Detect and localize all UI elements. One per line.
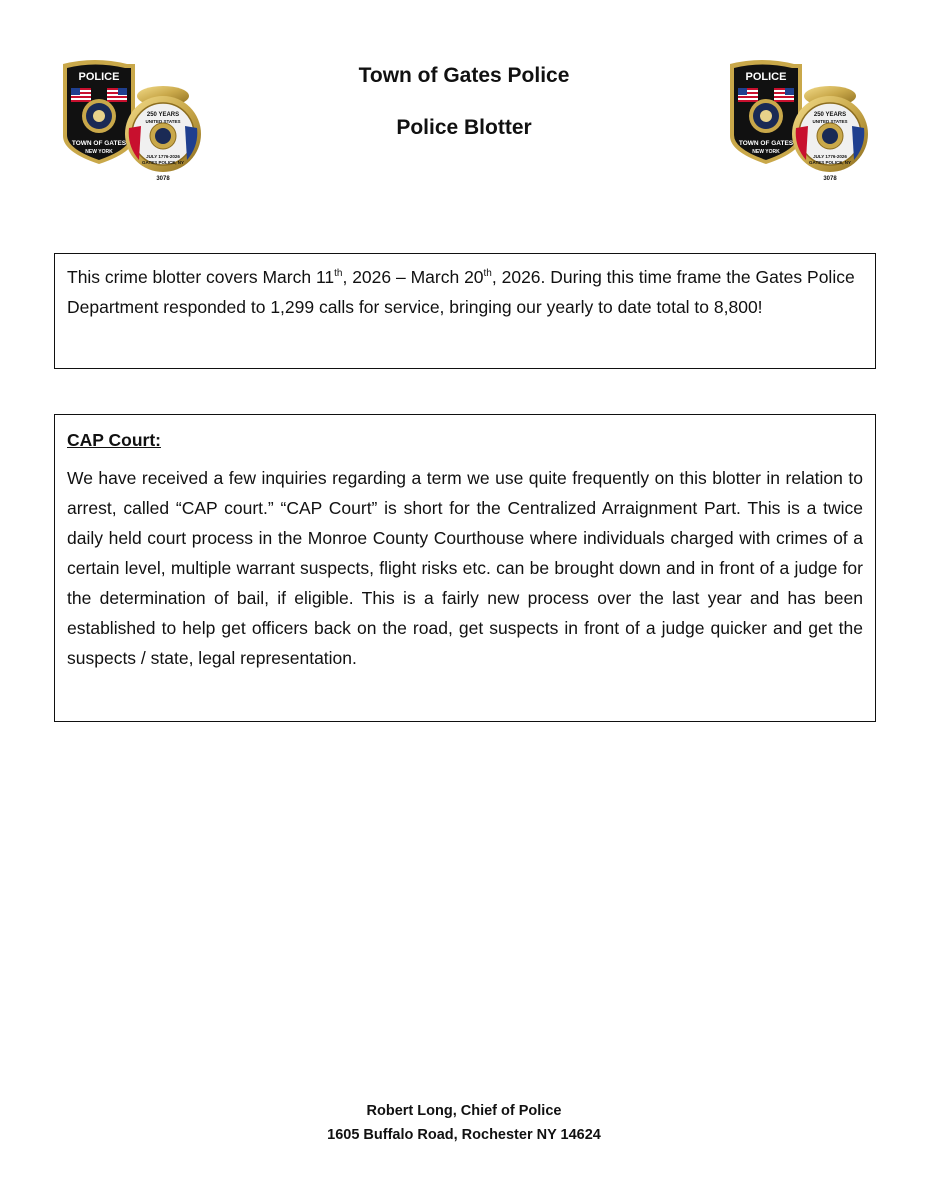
svg-text:3078: 3078 [156,176,170,182]
page-title: Town of Gates Police [358,64,570,87]
svg-text:GATES POLICE, NY: GATES POLICE, NY [809,160,851,165]
summary-text-part3: , 2026. During this time frame the Gates Police Department responded to 1,299 calls for service, bringing our yearly to date total to 8,800! [67,267,855,317]
svg-text:JULY 1776-2026: JULY 1776-2026 [813,154,847,159]
svg-text:TOWN OF GATES: TOWN OF GATES [738,140,794,147]
cap-court-body: We have received a few inquiries regarding a term we use quite frequently on this blotter in relation to arrest, called “CAP court.” “CAP Court” is short for the Centralized Arraignment Part. This is a twice daily held court process in the Monroe County Courthouse where individuals charged with crimes of a certain level, multiple warrant suspects, flight risks etc. can be brought down and in front of a judge for the determination of bail, if eligible. This is a fairly new process over the last year and has been established to help get officers back on the road, get suspects in front of a judge quicker and get the suspects / state, legal representation. [67,468,863,668]
svg-text:UNITED STATES: UNITED STATES [145,119,181,124]
svg-text:UNITED STATES: UNITED STATES [812,119,848,124]
cap-court-box [54,414,876,722]
svg-text:NEW YORK: NEW YORK [85,149,113,155]
blotter-summary-box [54,253,876,369]
footer-address: 1605 Buffalo Road, Rochester NY 14624 [327,1127,601,1143]
summary-superscript-1: th [334,268,343,280]
svg-text:250 YEARS: 250 YEARS [813,112,847,118]
summary-superscript-2: th [483,268,492,280]
summary-text-part2: , 2026 – March 20 [342,267,484,287]
page-subtitle: Police Blotter [396,116,532,139]
footer-chief-name: Robert Long, Chief of Police [366,1103,562,1119]
cap-court-heading: CAP Court: [67,430,161,450]
svg-text:JULY 1776-2026: JULY 1776-2026 [146,154,180,159]
svg-text:POLICE: POLICE [78,71,120,83]
svg-text:TOWN OF GATES: TOWN OF GATES [71,140,127,147]
svg-text:250 YEARS: 250 YEARS [146,112,180,118]
svg-text:GATES POLICE, NY: GATES POLICE, NY [142,160,184,165]
svg-text:NEW YORK: NEW YORK [752,149,780,155]
svg-text:POLICE: POLICE [745,71,787,83]
summary-text-part1: This crime blotter covers March 11 [67,267,335,287]
svg-text:3078: 3078 [823,176,837,182]
